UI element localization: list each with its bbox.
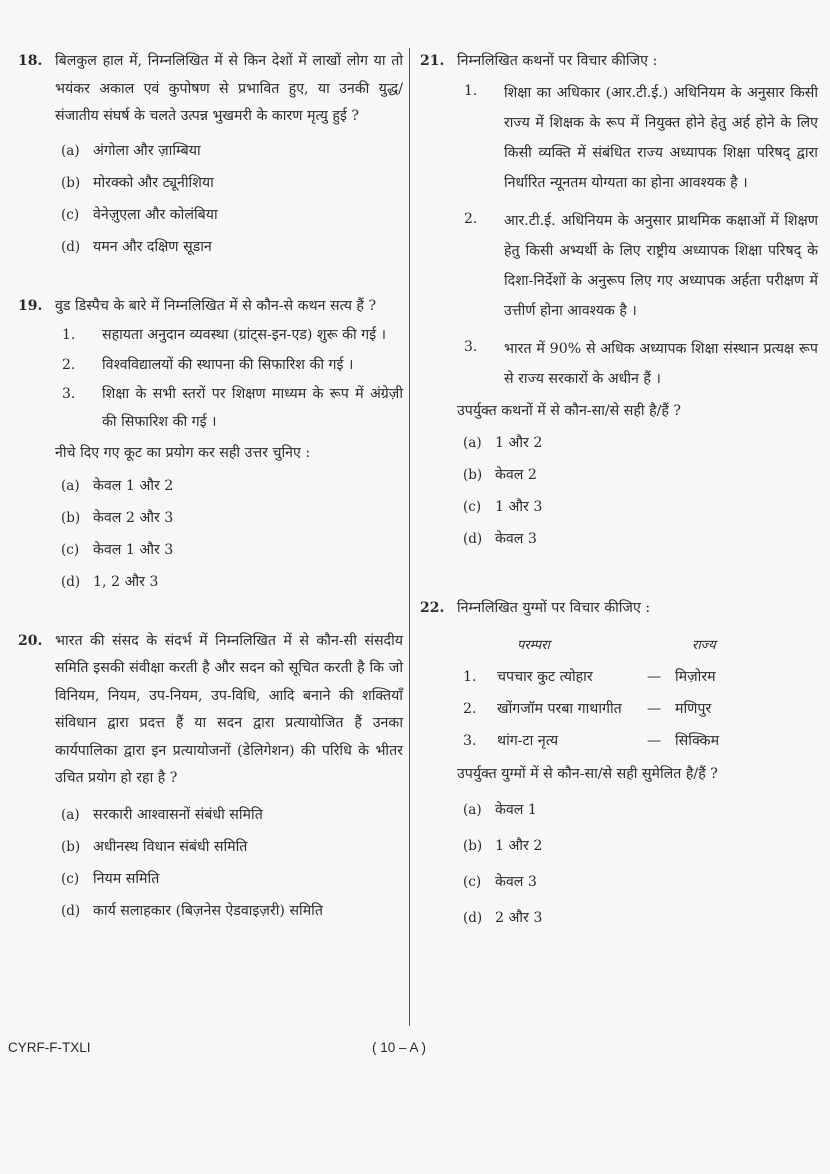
statement-2 [62, 352, 403, 380]
option-text: केवल 3 [495, 531, 537, 547]
pair-tradition: चपचार कुट त्योहार [497, 668, 593, 685]
booklet-code: CYRF-F-TXLI [8, 1040, 91, 1055]
option-d [463, 523, 818, 555]
option-label: (b) [61, 838, 81, 855]
statement-text: विश्वविद्यालयों की स्थापना की सिफारिश की गई । [102, 356, 354, 373]
option-label: (c) [61, 870, 80, 887]
option-c [463, 864, 818, 900]
option-a [463, 792, 818, 828]
statement-1 [62, 322, 403, 350]
pair-2 [463, 693, 818, 725]
option-label: (a) [61, 806, 80, 823]
pair-dash: — [647, 732, 662, 749]
option-text: अंगोला और ज़ाम्बिया [93, 142, 201, 159]
column-header-state: राज्य [692, 637, 716, 653]
options-list [457, 427, 818, 555]
question-20 [18, 628, 403, 927]
question-21 [420, 48, 818, 555]
options-list [55, 135, 403, 263]
statement-2 [464, 206, 818, 326]
option-a [61, 799, 403, 831]
pair-number: 1. [463, 668, 477, 685]
statement-text: सहायता अनुदान व्यवस्था (ग्रांट्स-इन-एड) शुरू की गई । [102, 327, 387, 343]
left-column [18, 48, 403, 927]
option-c [61, 534, 403, 566]
statement-3 [464, 334, 818, 394]
option-text: वेनेज़ुएला और कोलंबिया [93, 206, 218, 223]
statement-number: 2. [62, 356, 76, 373]
pairs-header [457, 631, 818, 661]
option-c [61, 199, 403, 231]
column-divider [409, 48, 410, 1026]
question-number: 22. [420, 600, 445, 616]
question-text: वुड डिस्पैच के बारे में निम्नलिखित में से कौन-से कथन सत्य हैं ? [55, 297, 377, 314]
option-label: (a) [61, 142, 80, 159]
statement-number: 3. [62, 386, 76, 402]
option-label: (c) [61, 541, 80, 558]
pair-number: 3. [463, 732, 477, 749]
option-label: (c) [61, 206, 80, 223]
option-label: (c) [463, 874, 482, 890]
option-text: मोरक्को और ट्यूनीशिया [93, 174, 214, 191]
option-a [61, 135, 403, 167]
pair-1 [463, 661, 818, 693]
option-text: केवल 2 और 3 [93, 509, 174, 526]
option-d [61, 231, 403, 263]
option-text: 1, 2 और 3 [93, 573, 159, 590]
statement-text: शिक्षा का अधिकार (आर.टी.ई.) अधिनियम के अनुसार किसी राज्य में शिक्षक के रूप में नियुक्त होने हेतु अर्ह होने के लिए किसी व्यक्ति में संबंधित राज्य अध्यापक शिक्षा परिषद् द्वारा निर्धारित न्यूनतम योग्यता का होना आवश्यक है । [504, 84, 818, 191]
option-text: केवल 2 [495, 467, 537, 483]
option-d [61, 895, 403, 927]
option-d [463, 900, 818, 936]
pair-3 [463, 725, 818, 757]
options-list [55, 470, 403, 598]
question-number: 20. [18, 632, 43, 649]
option-text: 1 और 2 [495, 435, 543, 451]
option-text: 1 और 3 [495, 499, 543, 515]
instruction: नीचे दिए गए कूट का प्रयोग कर सही उत्तर चुनिए : [55, 445, 311, 461]
pair-dash: — [647, 668, 662, 685]
instruction: उपर्युक्त युग्मों में से कौन-सा/से सही सुमेलित है/हैं ? [457, 765, 718, 782]
option-label: (b) [463, 838, 483, 854]
option-text: कार्य सलाहकार (बिज़नेस ऐडवाइज़री) समिति [93, 902, 323, 919]
pair-number: 2. [463, 700, 477, 717]
option-label: (d) [61, 573, 81, 590]
question-number: 18. [18, 53, 43, 69]
option-text: 2 और 3 [495, 910, 543, 926]
statement-text: आर.टी.ई. अधिनियम के अनुसार प्राथमिक कक्षाओं में शिक्षण हेतु किसी अभ्यर्थी के लिए राष्ट्रीय अध्यापक शिक्षा परिषद् के दिशा-निर्देशों के अनुरूप लिए गए अध्यापक अर्हता परीक्षण में उत्तीर्ण होना आवश्यक है । [504, 212, 818, 319]
pair-state: सिक्किम [675, 732, 720, 749]
option-b [61, 502, 403, 534]
option-text: केवल 3 [495, 874, 537, 890]
option-label: (b) [463, 467, 483, 483]
option-a [463, 427, 818, 459]
option-label: (d) [61, 238, 81, 255]
statement-3 [62, 381, 403, 436]
options-list [457, 792, 818, 936]
options-list [55, 799, 403, 927]
statement-1 [464, 78, 818, 198]
option-text: अधीनस्थ विधान संबंधी समिति [93, 838, 248, 855]
option-text: केवल 1 और 3 [93, 541, 174, 558]
instruction: उपर्युक्त कथनों में से कौन-सा/से सही है/हैं ? [457, 402, 682, 419]
option-label: (a) [463, 435, 482, 451]
option-label: (a) [463, 802, 482, 818]
pair-state: मिज़ोरम [675, 668, 716, 685]
page-number: ( 10 – A ) [372, 1040, 427, 1055]
question-text: निम्नलिखित युग्मों पर विचार कीजिए : [457, 600, 651, 616]
option-label: (d) [463, 910, 483, 926]
option-label: (a) [61, 477, 80, 494]
question-18 [18, 48, 403, 263]
option-label: (c) [463, 499, 482, 515]
pair-tradition: खोंगजॉम परबा गाथागीत [497, 700, 622, 717]
option-b [61, 831, 403, 863]
statement-number: 1. [464, 82, 478, 99]
option-d [61, 566, 403, 598]
option-label: (d) [463, 531, 483, 547]
statement-text: भारत में 90% से अधिक अध्यापक शिक्षा संस्थान प्रत्यक्ष रूप से राज्य सरकारों के अधीन हैं । [504, 340, 818, 387]
pair-dash: — [647, 700, 662, 717]
option-c [463, 491, 818, 523]
option-text: नियम समिति [93, 870, 160, 887]
question-22 [420, 595, 818, 936]
question-number: 19. [18, 297, 43, 314]
question-19 [18, 293, 403, 598]
question-text: भारत की संसद के संदर्भ में निम्नलिखित में से कौन-सी संसदीय समिति इसकी संवीक्षा करती है और सदन को सूचित करती है कि जो विनियम, नियम, उप-नियम, उप-विधि, आदि बनाने की शक्तियाँ संविधान द्वारा प्रदत्त हैं या सदन द्वारा प्रत्यायोजित हैं उनका कार्यपालिका द्वारा इन प्रत्यायोजनों (डेलिगेशन) की परिधि के भीतर उचित प्रयोग हो रहा है ? [55, 632, 403, 786]
option-label: (d) [61, 902, 81, 919]
option-text: यमन और दक्षिण सूडान [93, 238, 212, 255]
option-c [61, 863, 403, 895]
option-b [463, 828, 818, 864]
question-text: बिलकुल हाल में, निम्नलिखित में से किन देशों में लाखों लोग या तो भयंकर अकाल एवं कुपोषण से प्रभावित हुए, या उनकी युद्ध/संजातीय संघर्ष के चलते उत्पन्न भुखमरी के कारण मृत्यु हुई ? [55, 53, 403, 124]
pair-tradition: थांग-टा नृत्य [497, 732, 559, 749]
right-column [420, 48, 818, 936]
statement-text: शिक्षा के सभी स्तरों पर शिक्षण माध्यम के रूप में अंग्रेज़ी की सिफारिश की गई । [102, 386, 403, 430]
pair-state: मणिपुर [675, 700, 712, 717]
statement-number: 3. [464, 338, 478, 355]
column-header-tradition: परम्परा [517, 637, 550, 653]
option-text: सरकारी आश्वासनों संबंधी समिति [93, 806, 263, 823]
option-text: केवल 1 और 2 [93, 477, 174, 494]
option-a [61, 470, 403, 502]
question-number: 21. [420, 53, 445, 69]
option-label: (b) [61, 174, 81, 191]
option-text: 1 और 2 [495, 838, 543, 854]
option-text: केवल 1 [495, 802, 537, 818]
option-b [463, 459, 818, 491]
statement-number: 1. [62, 327, 76, 343]
option-b [61, 167, 403, 199]
option-label: (b) [61, 509, 81, 526]
statement-number: 2. [464, 210, 478, 227]
question-text: निम्नलिखित कथनों पर विचार कीजिए : [457, 53, 658, 69]
